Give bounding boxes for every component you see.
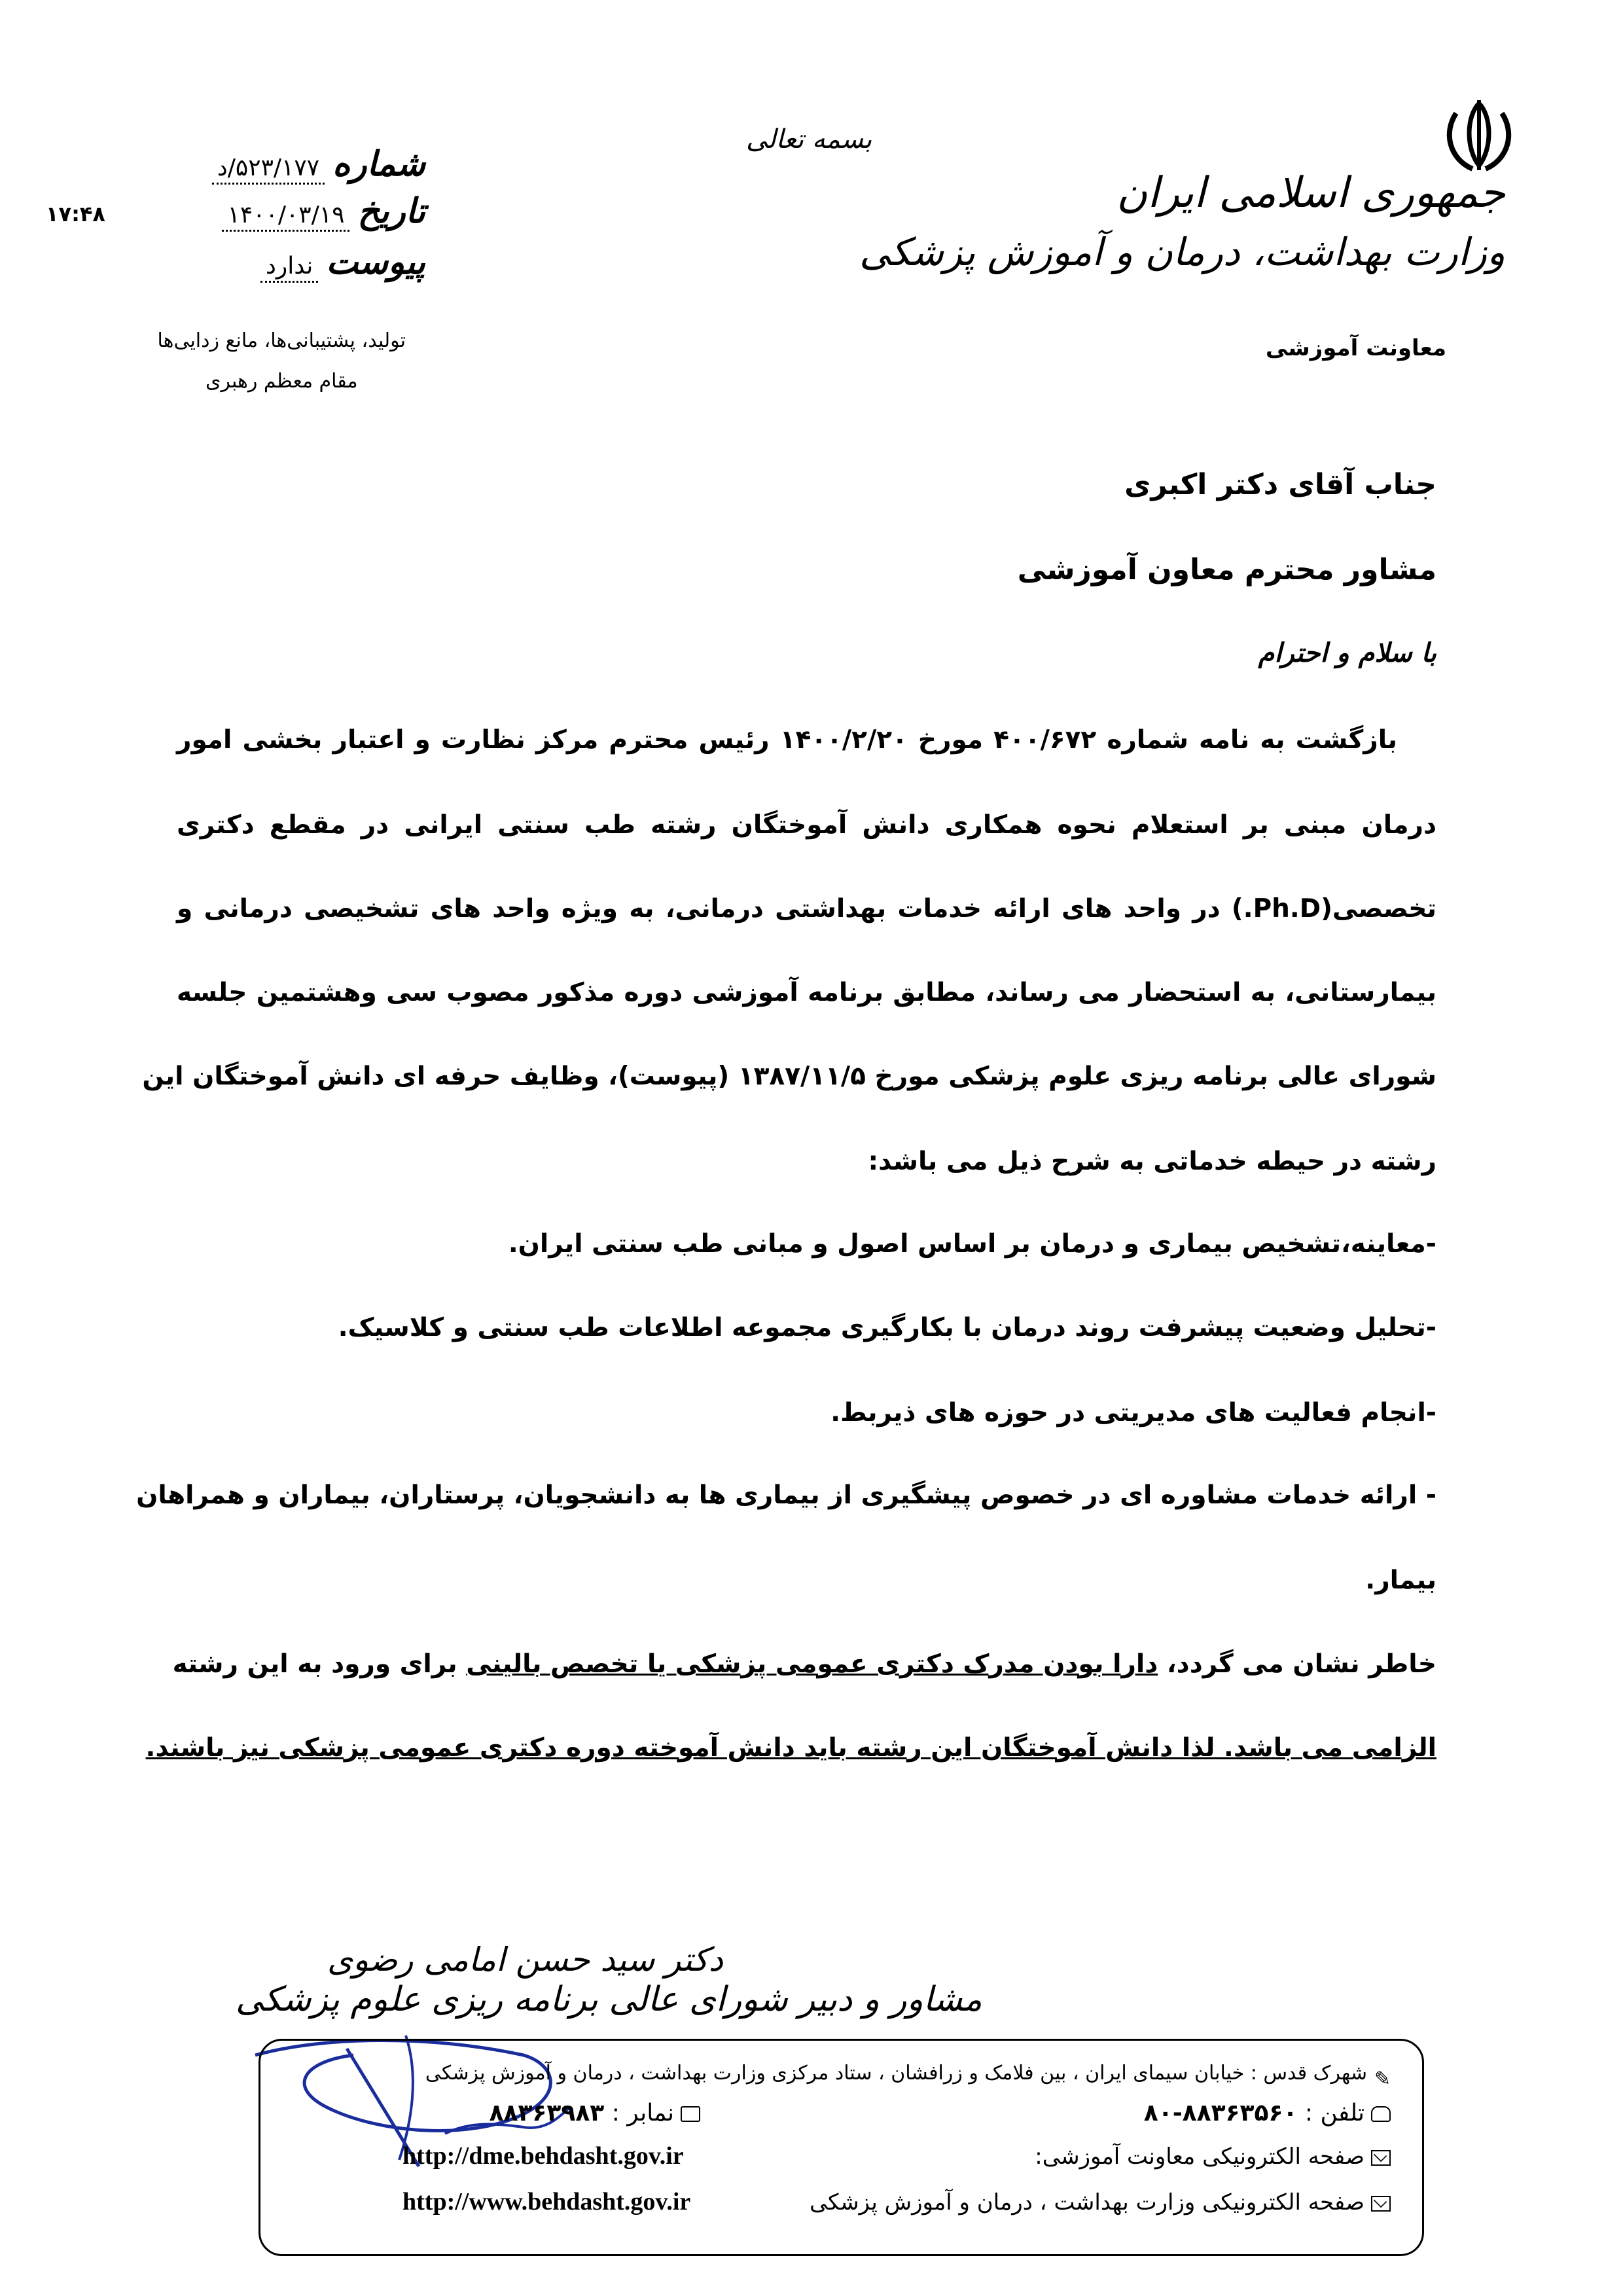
number-value: ۵۲۳/۱۷۷/د [212, 154, 325, 185]
signer-title: مشاور و دبیر شورای عالی برنامه ریزی علوم پزشکی [236, 1980, 982, 2019]
closing-line-2 [146, 1733, 1436, 1763]
closing-1a: خاطر نشان می گردد، [1158, 1649, 1436, 1679]
body-line-1: بازگشت به نامه شماره ۴۰۰/۶۷۲ مورخ ۱۴۰۰/۲/۲۰ رئیس محترم مرکز نظارت و اعتبار بخشی امور [177, 725, 1397, 755]
time-stamp: ۱۷:۴۸ [46, 202, 105, 226]
closing-line-1 [172, 1649, 1436, 1679]
footer-web1 [1035, 2144, 1391, 2170]
addressee-title: مشاور محترم معاون آموزشی [1017, 553, 1436, 586]
letter-number-row [212, 144, 425, 185]
footer-address [425, 2062, 1391, 2090]
body-line-4: بیمارستانی، به استحضار می رساند، مطابق برنامه آموزشی دوره مذکور مصوب سی وهشتمین جلسه [177, 978, 1436, 1007]
body-line-3: تخصصی(Ph.D.) در واحد های ارائه خدمات بهداشتی درمانی، به ویژه واحد های تشخیصی درمانی و [177, 894, 1436, 924]
mail-icon [1371, 2150, 1391, 2166]
ministry-line-1: جمهوری اسلامی ایران [1116, 169, 1505, 217]
slogan-line-1: تولید، پشتیبانی‌ها، مانع زدایی‌ها [157, 329, 406, 352]
footer-fax-value: ۸۸۳۶۳۹۸۳ [489, 2100, 605, 2126]
greeting: با سلام و احترام [1258, 638, 1436, 668]
letter-date-row [222, 191, 425, 232]
mail-icon [1371, 2196, 1391, 2212]
ministry-line-2: وزارت بهداشت، درمان و آموزش پزشکی [859, 230, 1505, 274]
footer-phone-label: تلفن : [1304, 2100, 1364, 2126]
slogan [157, 321, 406, 402]
attachment-label: پیوست [326, 242, 425, 282]
footer-address-text: شهرک قدس : خیابان سیمای ایران ، بین فلامک و زرافشان ، ستاد مرکزی وزارت بهداشت ، درمان و آموزش پزشکی [425, 2062, 1367, 2085]
footer-web2-url[interactable]: http://www.behdasht.gov.ir [402, 2188, 691, 2215]
phone-icon [1371, 2106, 1391, 2122]
location-icon: ✎ [1374, 2067, 1391, 2090]
footer-web2-label: صفحه الکترونیکی وزارت بهداشت ، درمان و آموزش پزشکی [809, 2189, 1364, 2215]
body-line-6: رشته در حیطه خدماتی به شرح ذیل می باشد: [868, 1147, 1436, 1176]
attachment-value: ندارد [260, 253, 318, 283]
closing-2b: لذا دانش آموختگان این رشته باید دانش آموخته دوره دکتری عمومی پزشکی نیز باشند. [145, 1733, 1215, 1763]
footer-phone-value: ۸۸۳۶۳۵۶۰-۸۰ [1143, 2100, 1298, 2126]
footer-web2 [810, 2189, 1391, 2215]
closing-1c: برای ورود به این رشته [172, 1649, 467, 1679]
closing-2a: الزامی می باشد. [1215, 1733, 1436, 1763]
date-label: تاریخ [357, 191, 425, 231]
date-value: ۱۴۰۰/۰۳/۱۹ [222, 202, 349, 232]
footer-fax-label: نمابر : [611, 2100, 674, 2126]
ministry-name [859, 164, 1505, 281]
letter-attachment-row [260, 242, 425, 283]
addressee: جناب آقای دکتر اکبری [1124, 468, 1436, 501]
bullet-4-cont: بیمار. [1365, 1566, 1436, 1595]
footer-web1-label: صفحه الکترونیکی معاونت آموزشی: [1035, 2144, 1364, 2170]
closing-1b: دارا بودن مدرک دکتری عمومی پزشکی یا تخصص بالینی [466, 1649, 1158, 1679]
body-line-5: شورای عالی برنامه ریزی علوم پزشکی مورخ ۱۳۸۷/۱۱/۵ (پیوست)، وظایف حرفه ای دانش آموختگان این [142, 1062, 1436, 1091]
footer-fax [490, 2100, 701, 2126]
footer-phone [1144, 2100, 1391, 2126]
signer-name: دکتر سید حسن امامی رضوی [327, 1941, 724, 1979]
fax-icon [681, 2106, 700, 2122]
bismillah: بسمه تعالی [746, 124, 872, 154]
deputy-name: معاونت آموزشی [1265, 335, 1446, 361]
bullet-1: -معاینه،تشخیص بیماری و درمان بر اساس اصول و مبانی طب سنتی ایران. [508, 1229, 1436, 1259]
bullet-2: -تحلیل وضعیت پیشرفت روند درمان با بکارگیری مجموعه اطلاعات طب سنتی و کلاسیک. [338, 1313, 1436, 1342]
bullet-4: - ارائه خدمات مشاوره ای در خصوص پیشگیری از بیماری ها به دانشجویان، پرستاران، بیماران و همراهان [136, 1480, 1436, 1510]
body-line-2: درمان مبنی بر استعلام نحوه همکاری دانش آموختگان رشته طب سنتی ایرانی در مقطع دکتری [177, 810, 1436, 840]
footer-web1-url[interactable]: http://dme.behdasht.gov.ir [402, 2142, 684, 2170]
slogan-line-2: مقام معظم رهبری [205, 370, 358, 393]
bullet-3: -انجام فعالیت های مدیریتی در حوزه های ذیربط. [830, 1398, 1436, 1427]
number-label: شماره [332, 144, 425, 184]
